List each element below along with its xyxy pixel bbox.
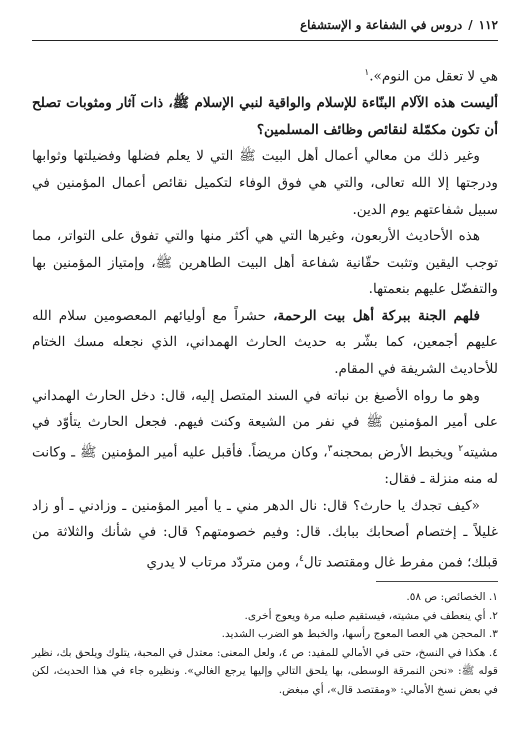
paragraph-2-question: أليست هذه الآلام البنّاءة للإسلام والواقية لنبي الإسلام ﷺ، ذات آثار ومثوبات تصلح أن تكون مكمّلة لنقائص وظائف المسلمين؟ [32, 95, 498, 138]
paragraph-6-text-b: ويخبط الأرض بمحجنه [332, 444, 459, 461]
paragraph-1 [32, 60, 498, 90]
paragraph-1-text: هي لا تعقل من النوم». [369, 68, 498, 85]
footnotes [32, 588, 498, 700]
footnote-marker-4: ٤ [299, 553, 304, 564]
footnote-2: ٢. أي ينعطف في مشيته، فيستقيم صلبه مرة ويعوج أخرى. [244, 609, 498, 622]
page-number: ١١٢ [478, 18, 498, 32]
paragraph-5-text: حشراً مع أوليائهم المعصومين سلام الله عليهم أجمعين، كما بشّر به حديث الحارث الهمداني، الذي نجعله مسك الختام للأحاديث الشريفة في المقام. [32, 307, 498, 378]
paragraph-7 [32, 493, 498, 576]
footnote-1: ١. الخصائص: ص ٥٨. [406, 591, 498, 603]
paragraph-6-text-c: ، وكان مريضاً. فأقبل عليه أمير المؤمنين ﷺ ـ وكانت له منه منزلة ـ فقال: [32, 444, 498, 487]
running-header [32, 14, 498, 36]
paragraph-3: وغير ذلك من معالي أعمال أهل البيت ﷺ التي لا يعلم فضلها وفضيلتها وثوابها ودرجتها إلا الله تعالى، والتي هي فوق الوفاء لتكميل نقائص أعمال المؤمنين في سبيل شفاعتهم يوم الدين. [32, 148, 498, 218]
main-text [32, 60, 498, 576]
footnote-rule [376, 581, 498, 582]
paragraph-5 [32, 303, 498, 383]
running-title: دروس في الشفاعة و الإستشفاع [299, 18, 463, 32]
footnote-marker-1: ١ [364, 68, 370, 78]
paragraph-6-text-a: وهو ما رواه الأصبغ بن نباته في السند المتصل إليه، قال: دخل الحارث الهمداني على أمير المؤمنين ﷺ في نفر من الشيعة وكنت فيهم. فجعل الحارث يتأوّد في مشيته [32, 387, 498, 461]
header-separator: / [468, 18, 473, 32]
footnote-4: ٤. هكذا في النسخ، حتى في الأمالي للمفيد: ص ٤، ولعل المعنى: معتدل في المحبة، يتلوك ويلحق بك، نظير قوله ﷺ: «نحن النمرقة الوسطى، بها يلحق التالي وإليها يرجع الغالي». ونظيره جاء في هذا الحديث، لكن في بعض نسخ الأمالي: «ومقتصد قال»، أي مبغض. [32, 646, 498, 696]
paragraph-7-text-a: «كيف تجدك يا حارث؟ قال: نال الدهر مني ـ يا أمير المؤمنين ـ وزادني ـ أو زاد غليلاً ـ إختصام أصحابك ببابك. قال: وفيم خصومتهم؟ قال: في شأنك والثلاثة من قبلك؛ فمن مفرط غال ومقتصد تال [32, 497, 498, 571]
footnote-marker-3: ٣ [327, 443, 333, 454]
footnote-3: ٣. المحجن هي العصا المعوج رأسها، والخبط هو الضرب الشديد. [221, 628, 498, 641]
footnote-marker-2: ٢ [458, 443, 464, 454]
paragraph-7-text-b: ، ومن متردّد مرتاب لا يدري [146, 554, 300, 571]
paragraph-5-bold-lead: فلهم الجنة ببركة أهل بيت الرحمة، [273, 307, 480, 324]
paragraph-4: هذه الأحاديث الأربعون، وغيرها التي هي أكثر منها والتي تفوق على التواتر، مما توجب اليقين وتثبت حقّانية شفاعة أهل البيت الطاهرين ﷺ، وإمتياز المؤمنين بها والتفضّل عليهم بنعمتها. [32, 228, 498, 298]
paragraph-6 [32, 383, 498, 493]
header-rule [32, 40, 498, 41]
